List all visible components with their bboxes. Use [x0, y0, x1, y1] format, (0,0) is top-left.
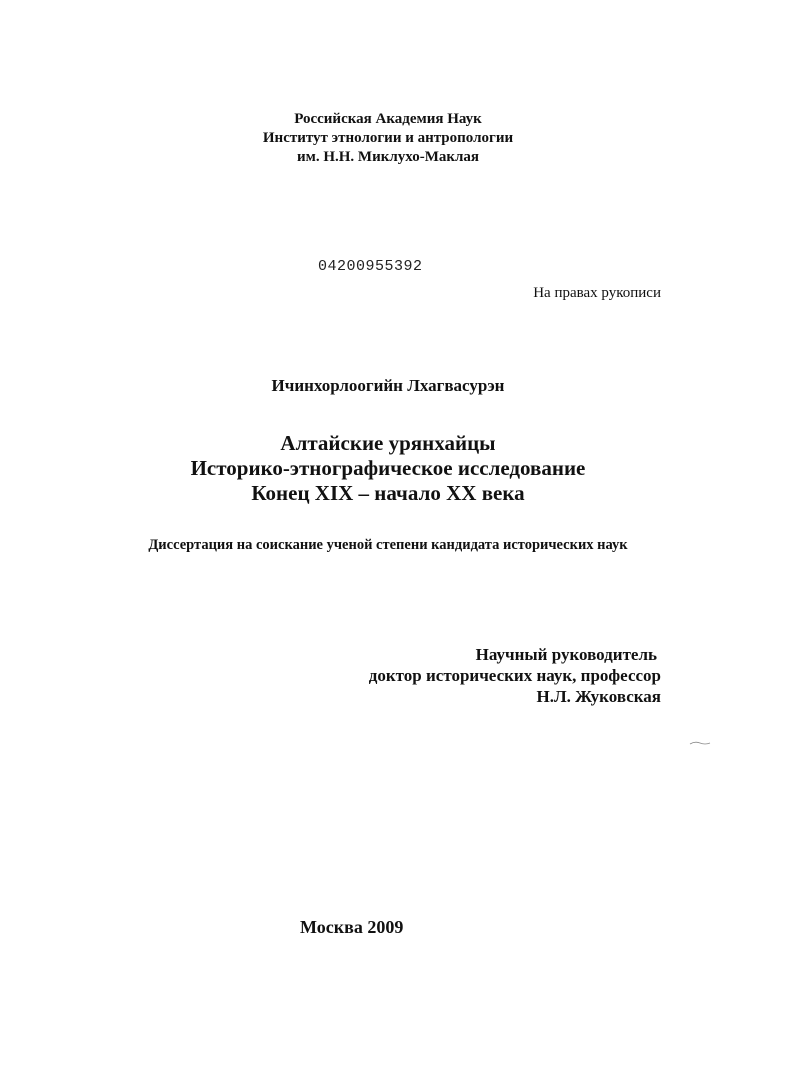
title-line-3: Конец XIX – начало XX века — [251, 481, 525, 505]
supervisor-role: Научный руководитель — [475, 645, 657, 664]
supervisor-name: Н.Л. Жуковская — [536, 687, 661, 706]
place-and-year: Москва 2009 — [300, 917, 404, 937]
institution-named-after: им. Н.Н. Миклухо-Маклая — [296, 149, 480, 165]
author-name: Ичинхорлоогийн Лхагвасурэн — [271, 376, 505, 395]
title-line-1: Алтайские урянхайцы — [280, 431, 496, 455]
manuscript-rights-note: На правах рукописи — [533, 285, 661, 301]
archive-number-stamp: 04200955392 — [318, 258, 423, 275]
title-line-2: Историко-этнографическое исследование — [190, 456, 586, 480]
pencil-mark-icon — [689, 740, 711, 746]
supervisor-credentials: доктор исторических наук, профессор — [368, 666, 661, 685]
degree-statement: Диссертация на соискание ученой степени кандидата исторических наук — [148, 537, 628, 553]
institution-academy: Российская Академия Наук — [294, 111, 482, 127]
institution-institute: Институт этнологии и антропологии — [262, 130, 514, 146]
